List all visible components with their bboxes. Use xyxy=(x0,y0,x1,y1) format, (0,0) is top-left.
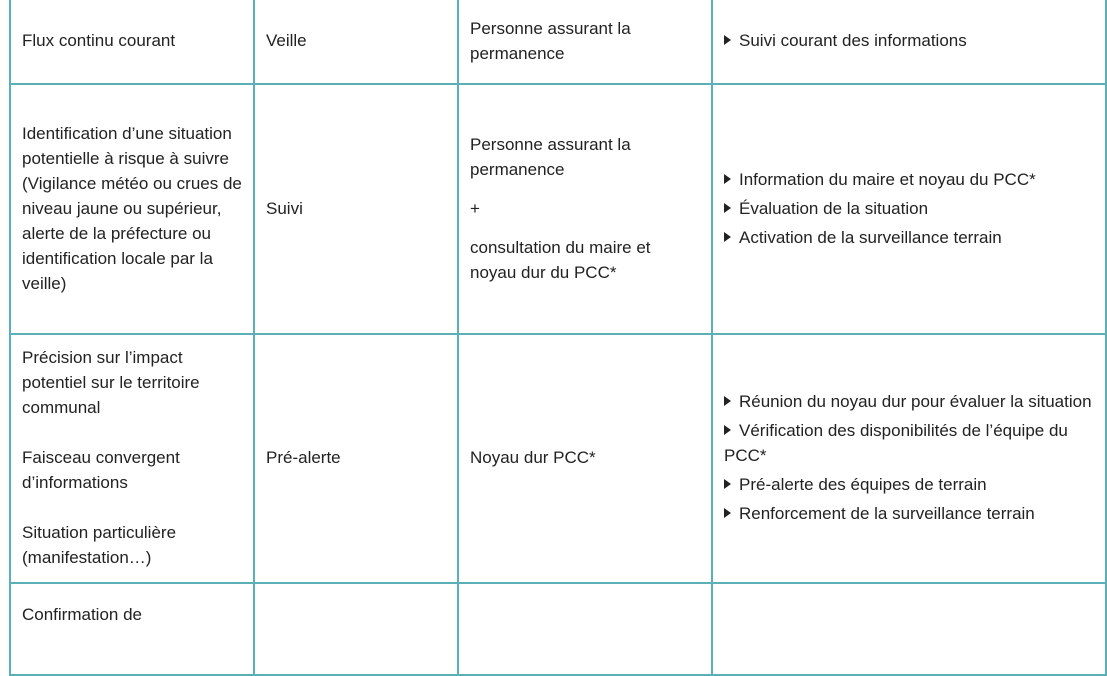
action-text: Suivi courant des informations xyxy=(739,31,967,50)
table-row xyxy=(10,334,1106,583)
responsible-cell xyxy=(458,0,712,84)
list-item xyxy=(724,167,1094,192)
level-text: Pré-alerte xyxy=(266,448,341,467)
actions-cell xyxy=(712,583,1106,675)
triangle-bullet-icon xyxy=(724,396,731,406)
responsible-text: Noyau dur PCC* xyxy=(470,448,596,467)
action-text: Vérification des disponibilités de l’équipe du PCC* xyxy=(724,421,1068,465)
vigilance-levels-table xyxy=(9,0,1107,676)
action-list xyxy=(724,167,1094,250)
action-text: Réunion du noyau dur pour évaluer la situation xyxy=(739,392,1092,411)
triangle-bullet-icon xyxy=(724,174,731,184)
responsible-text: Personne assurant la permanence xyxy=(470,134,631,179)
responsible-cell xyxy=(458,334,712,583)
situation-text: Confirmation de xyxy=(22,605,143,624)
table-row xyxy=(10,583,1106,675)
actions-cell xyxy=(712,0,1106,84)
level-cell xyxy=(254,0,458,84)
actions-cell xyxy=(712,334,1106,583)
responsible-cell xyxy=(458,583,712,675)
level-text: Suivi xyxy=(266,198,303,218)
list-item xyxy=(724,501,1094,526)
triangle-bullet-icon xyxy=(724,425,731,435)
action-text: Renforcement de la surveillance terrain xyxy=(739,504,1035,523)
situation-text: Flux continu courant xyxy=(22,31,176,50)
action-text: Information du maire et noyau du PCC* xyxy=(739,169,1036,189)
triangle-bullet-icon xyxy=(724,479,731,489)
situation-text: Identification d’une situation potentielle à risque à suivre (Vigilance météo ou crues de niveau jaune ou supérieur, alerte de la préfecture ou identification locale par la veille) xyxy=(22,123,242,293)
plus-sign: + xyxy=(470,198,480,218)
situation-text: Précision sur l’impact potentiel sur le territoire communal xyxy=(22,348,200,417)
list-item xyxy=(724,28,1094,53)
triangle-bullet-icon xyxy=(724,232,731,242)
level-cell xyxy=(254,84,458,334)
situation-cell xyxy=(10,0,254,84)
situation-cell xyxy=(10,583,254,675)
situation-text: Situation particulière (manifestation…) xyxy=(22,523,177,567)
triangle-bullet-icon xyxy=(724,508,731,518)
responsible-text: Personne assurant la permanence xyxy=(470,18,631,63)
action-list xyxy=(724,28,1094,53)
responsible-text: consultation du maire et noyau dur du PCC* xyxy=(470,237,651,282)
action-text: Évaluation de la situation xyxy=(739,198,929,218)
list-item xyxy=(724,472,1094,497)
action-text: Activation de la surveillance terrain xyxy=(739,227,1002,247)
list-item xyxy=(724,418,1094,468)
list-item xyxy=(724,196,1094,221)
situation-cell xyxy=(10,334,254,583)
list-item xyxy=(724,389,1094,414)
level-cell xyxy=(254,583,458,675)
triangle-bullet-icon xyxy=(724,35,731,45)
action-list xyxy=(724,389,1094,526)
table-row xyxy=(10,84,1106,334)
responsible-cell xyxy=(458,84,712,334)
situation-text: Faisceau convergent d’informations xyxy=(22,448,180,492)
level-cell xyxy=(254,334,458,583)
situation-cell xyxy=(10,84,254,334)
actions-cell xyxy=(712,84,1106,334)
table-row xyxy=(10,0,1106,84)
action-text: Pré-alerte des équipes de terrain xyxy=(739,475,987,494)
list-item xyxy=(724,225,1094,250)
level-text: Veille xyxy=(266,31,307,50)
triangle-bullet-icon xyxy=(724,203,731,213)
